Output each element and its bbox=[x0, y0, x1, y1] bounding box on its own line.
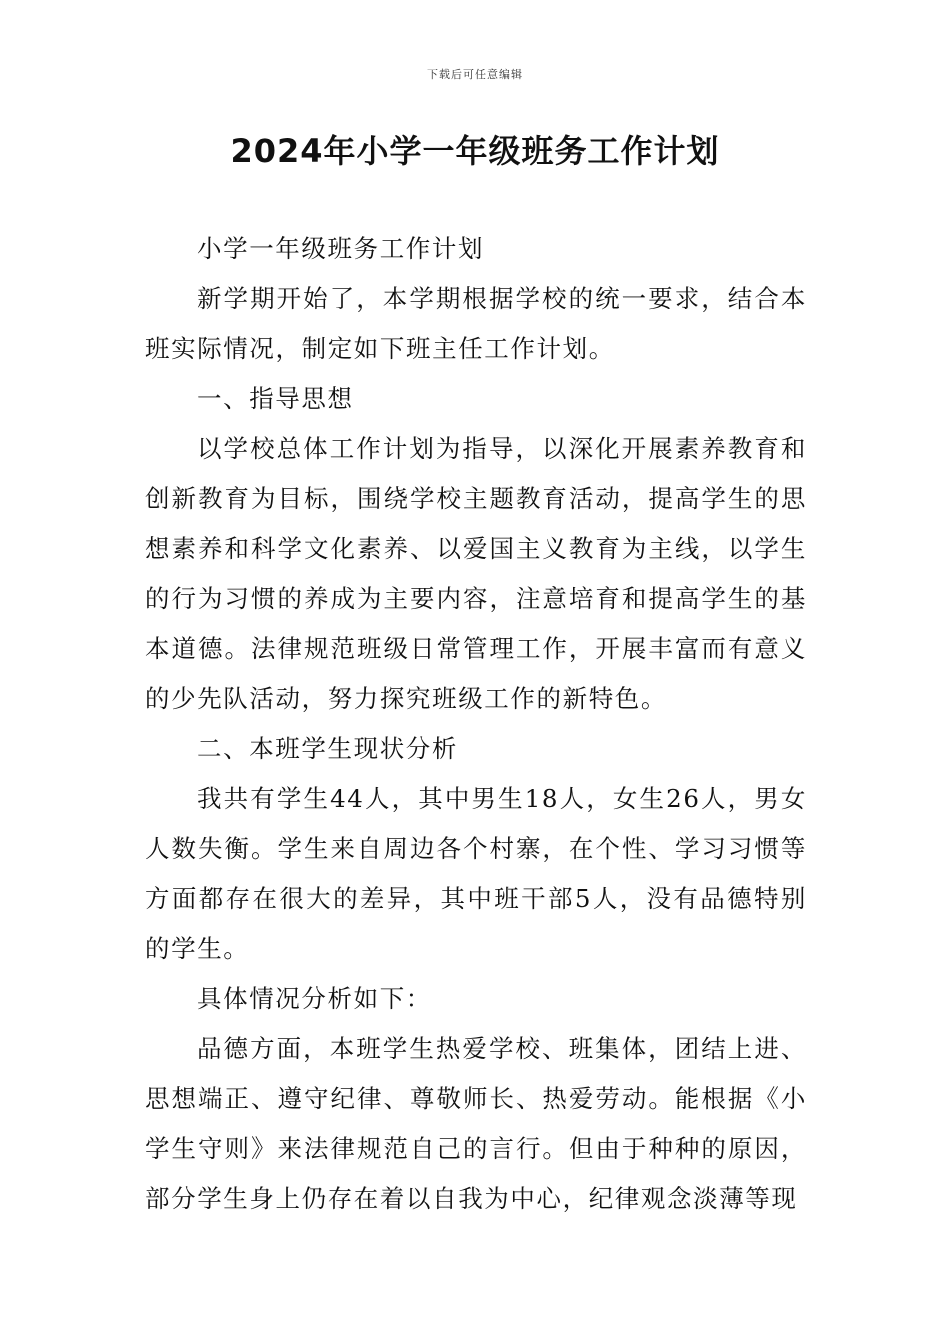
paragraph-intro: 新学期开始了，本学期根据学校的统一要求，结合本班实际情况，制定如下班主任工作计划。 bbox=[145, 284, 807, 363]
header-note: 下载后可任意编辑 bbox=[427, 68, 523, 81]
paragraph-class-analysis: 我共有学生44人，其中男生18人，女生26人，男女人数失衡。学生来自周边各个村寨，在个性、学习习惯等方面都存在很大的差异，其中班干部5人，没有品德特别的学生。 bbox=[145, 784, 807, 963]
document-body bbox=[145, 224, 807, 1224]
section-heading-guiding-thought: 一、指导思想 bbox=[197, 384, 354, 413]
paragraph-moral-aspect: 品德方面，本班学生热爱学校、班集体，团结上进、思想端正、遵守纪律、尊敬师长、热爱劳动。能根据《小学生守则》来法律规范自己的言行。但由于种种的原因，部分学生身上仍存在着以自我为中心，纪律观念淡薄等现 bbox=[145, 1034, 807, 1213]
section-heading-class-analysis: 二、本班学生现状分析 bbox=[197, 734, 458, 763]
paragraph-guiding-thought: 以学校总体工作计划为指导，以深化开展素养教育和创新教育为目标，围绕学校主题教育活动，提高学生的思想素养和科学文化素养、以爱国主义教育为主线，以学生的行为习惯的养成为主要内容，注意培育和提高学生的基本道德。法律规范班级日常管理工作，开展丰富而有意义的少先队活动，努力探究班级工作的新特色。 bbox=[145, 434, 807, 713]
paragraph-subtitle: 小学一年级班务工作计划 bbox=[197, 234, 485, 263]
paragraph-details-heading: 具体情况分析如下： bbox=[197, 984, 432, 1013]
document-title: 2024年小学一年级班务工作计划 bbox=[230, 132, 720, 170]
